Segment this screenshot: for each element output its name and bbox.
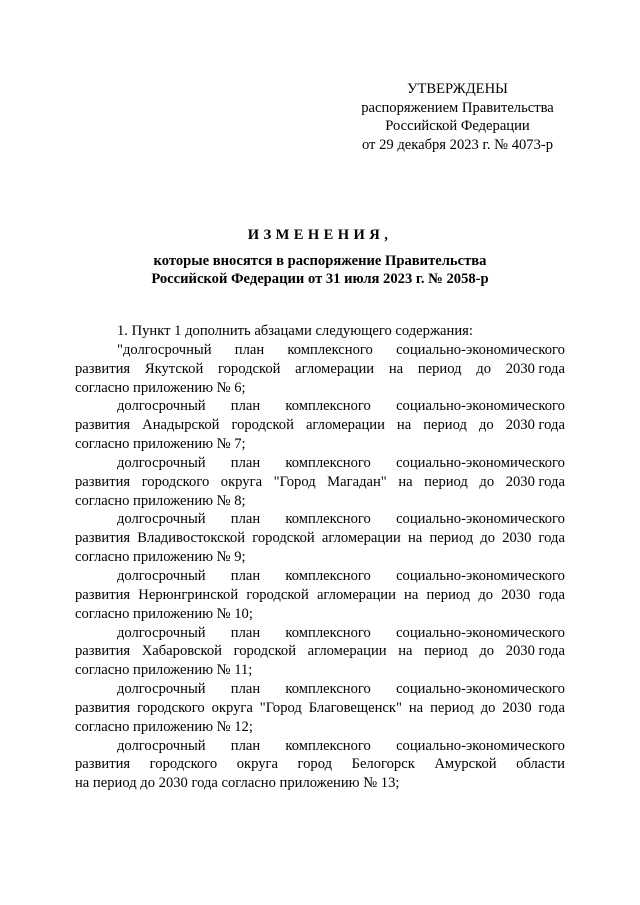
word: года	[538, 530, 565, 547]
word: городского	[149, 756, 218, 773]
word: до	[479, 473, 495, 490]
intro-paragraph: 1. Пункт 1 дополнить абзацами следующего содержания:	[117, 323, 473, 339]
paragraph-line-second	[75, 586, 565, 605]
word: Владивостокской	[137, 530, 246, 547]
paragraph-line-second	[75, 360, 565, 379]
word: агломерации	[305, 417, 385, 434]
word: долгосрочный	[117, 511, 206, 528]
word: года	[538, 699, 565, 716]
word: период	[426, 586, 471, 603]
word: комплексного	[285, 624, 371, 641]
word: долгосрочный	[117, 737, 206, 754]
word: 2030 года	[505, 643, 565, 660]
word: план	[230, 567, 261, 584]
paragraph-item	[75, 680, 565, 737]
word: городской	[217, 360, 281, 377]
paragraph-line-first	[75, 510, 565, 529]
word: до	[478, 586, 494, 603]
word: развития	[75, 586, 131, 603]
word: на	[398, 473, 413, 490]
word: социально-экономического	[396, 398, 565, 415]
paragraph-line-last: согласно приложению № 12;	[75, 718, 253, 735]
word: комплексного	[285, 454, 371, 471]
heading-line-1: которые вносятся в распоряжение Правительства	[153, 252, 487, 269]
paragraph-line-last: согласно приложению № 6;	[75, 379, 246, 396]
paragraph-item	[75, 737, 565, 794]
paragraph-line-second	[75, 755, 565, 774]
word: Хабаровской	[141, 643, 222, 660]
word: до	[479, 643, 495, 660]
heading-title: ИЗМЕНЕНИЯ,	[247, 227, 393, 243]
word: Нерюнгринской	[138, 586, 239, 603]
document-body	[75, 322, 565, 793]
paragraph-line-first	[75, 397, 565, 416]
word: на	[398, 643, 413, 660]
word: план	[230, 681, 261, 698]
word: долгосрочный	[117, 454, 206, 471]
word: план	[230, 398, 261, 415]
word: городской	[231, 417, 294, 434]
approval-line-3: от 29 декабря 2023 г. № 4073-р	[361, 137, 554, 154]
word: комплексного	[287, 341, 373, 358]
word: "Город	[273, 473, 316, 490]
word: план	[234, 341, 265, 358]
word: 2030 года	[505, 417, 565, 434]
word: городского	[137, 699, 205, 716]
word: "долгосрочный	[117, 341, 212, 358]
paragraph-line-second	[75, 699, 565, 718]
word: на	[408, 699, 424, 716]
word: "Город	[259, 699, 302, 716]
paragraph-line-second	[75, 642, 565, 661]
word: городской	[252, 530, 315, 547]
word: округа	[236, 756, 278, 773]
word: социально-экономического	[396, 454, 565, 471]
word: социально-экономического	[396, 341, 565, 358]
word: городского	[141, 473, 210, 490]
word: период	[424, 473, 468, 490]
approval-line-2: Российской Федерации	[385, 118, 530, 135]
approval-title: УТВЕРЖДЕНЫ	[407, 81, 508, 97]
word: развития	[75, 530, 131, 547]
word: агломерации	[316, 586, 396, 603]
word: Якутской	[144, 360, 204, 377]
word: 2030 года	[505, 473, 565, 490]
word: план	[230, 454, 261, 471]
word: агломерации	[307, 643, 387, 660]
word: развития	[75, 756, 131, 773]
word: на	[407, 530, 423, 547]
word: округа	[211, 699, 253, 716]
approval-stamp	[340, 80, 575, 155]
word: 2030	[502, 530, 532, 547]
word: 2030 года	[505, 360, 565, 377]
word: городской	[233, 643, 297, 660]
word: долгосрочный	[117, 398, 206, 415]
word: развития	[75, 360, 131, 377]
heading-line-2: Российской Федерации от 31 июля 2023 г. № 2058-р	[151, 271, 489, 288]
word: до	[480, 530, 496, 547]
paragraph-item	[75, 397, 565, 454]
paragraph-line-second	[75, 416, 565, 435]
paragraph-line-last: согласно приложению № 11;	[75, 662, 253, 679]
word: на	[388, 360, 404, 377]
word: года	[538, 586, 565, 603]
word: развития	[75, 699, 131, 716]
paragraph-line-last: согласно приложению № 9;	[75, 549, 246, 566]
word: план	[230, 511, 261, 528]
word: план	[230, 737, 261, 754]
paragraph-line-second	[75, 529, 565, 548]
word: социально-экономического	[396, 681, 565, 698]
word: Благовещенск"	[308, 699, 402, 716]
word: долгосрочный	[117, 567, 206, 584]
paragraph-line-second	[75, 473, 565, 492]
document-heading	[60, 226, 580, 289]
word: агломерации	[321, 530, 401, 547]
word: 2030	[501, 586, 531, 603]
paragraph-line-last: согласно приложению № 10;	[75, 605, 253, 622]
word: развития	[75, 417, 131, 434]
word: социально-экономического	[396, 511, 565, 528]
paragraph-line-first	[75, 680, 565, 699]
word: период	[429, 530, 474, 547]
word: округа	[220, 473, 263, 490]
word: агломерации	[295, 360, 375, 377]
word: комплексного	[285, 398, 371, 415]
word: период	[424, 643, 468, 660]
word: на	[404, 586, 419, 603]
word: до	[476, 360, 491, 377]
paragraph-line-last: согласно приложению № 8;	[75, 492, 246, 509]
word: социально-экономического	[396, 624, 565, 641]
word: долгосрочный	[117, 681, 206, 698]
paragraph-item	[75, 341, 565, 398]
paragraph-item	[75, 454, 565, 511]
paragraph-line-last: на период до 2030 года согласно приложению № 13;	[75, 775, 400, 792]
word: план	[230, 624, 261, 641]
word: комплексного	[285, 681, 371, 698]
word: Амурской	[434, 756, 497, 773]
approval-line-1: распоряжением Правительства	[361, 99, 554, 116]
word: на	[396, 417, 412, 434]
word: город	[297, 756, 333, 773]
paragraph-line-last: согласно приложению № 7;	[75, 436, 246, 453]
paragraph-item	[75, 567, 565, 624]
word: комплексного	[285, 567, 371, 584]
word: области	[516, 756, 565, 773]
paragraph-line-first	[75, 454, 565, 473]
word: комплексного	[285, 511, 371, 528]
paragraph-item	[75, 510, 565, 567]
word: период	[417, 360, 462, 377]
paragraph-line-first	[75, 624, 565, 643]
word: развития	[75, 643, 131, 660]
paragraph-item	[75, 624, 565, 681]
word: социально-экономического	[396, 737, 565, 754]
word: развития	[75, 473, 131, 490]
word: Белогорск	[351, 756, 415, 773]
word: до	[478, 417, 494, 434]
word: до	[480, 699, 496, 716]
word: городской	[246, 586, 309, 603]
word: Анадырской	[142, 417, 220, 434]
word: социально-экономического	[396, 567, 565, 584]
word: комплексного	[285, 737, 371, 754]
word: долгосрочный	[117, 624, 206, 641]
word: период	[423, 417, 467, 434]
word: Магадан"	[327, 473, 387, 490]
word: 2030	[502, 699, 532, 716]
word: период	[430, 699, 474, 716]
paragraph-line-first	[75, 567, 565, 586]
paragraph-line-first	[75, 737, 565, 756]
paragraph-line-first	[75, 341, 565, 360]
